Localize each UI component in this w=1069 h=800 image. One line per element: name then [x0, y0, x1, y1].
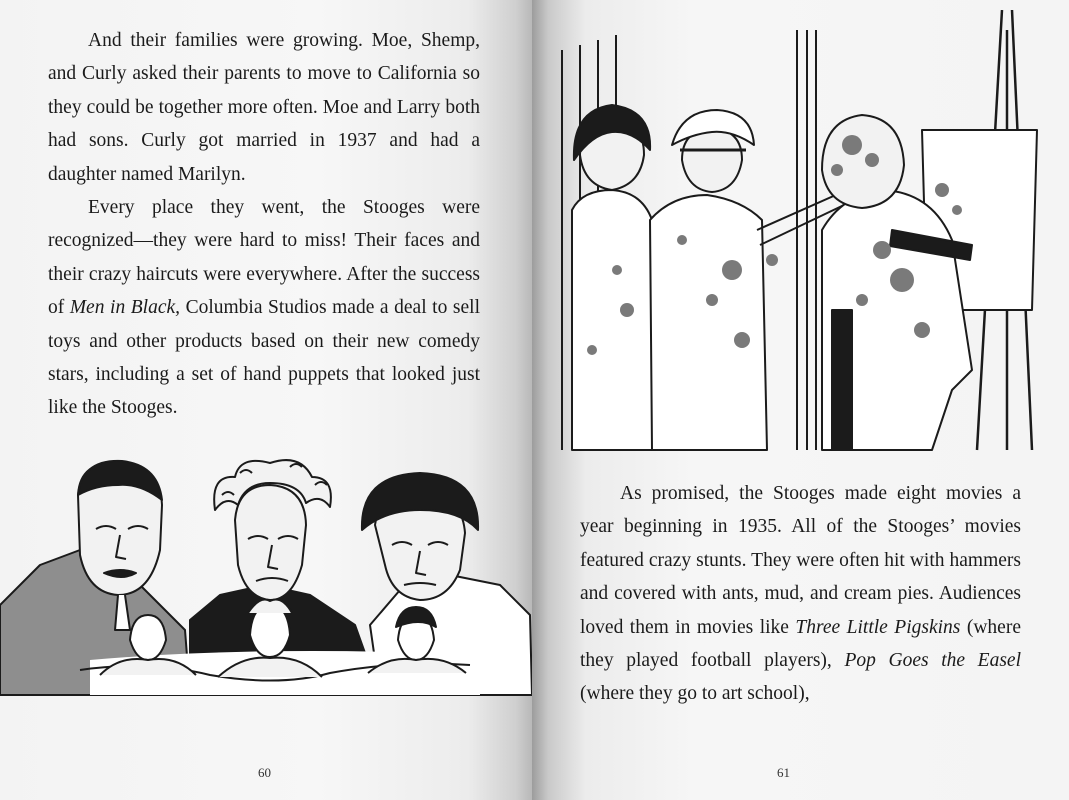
paragraph-text: As promised, the Stooges made eight movies a year beginning in 1935. All of the Stooges’ movies featured crazy stunts. They were often hit with hammers and covered with ants, mud, and cream pies. Audiences loved them in movies like: [580, 483, 1021, 638]
stooges-puppets-illustration: [0, 455, 532, 705]
page-number-left: 60: [258, 765, 271, 780]
paragraph-recognized: [48, 191, 480, 425]
stooges-painters-illustration: [532, 10, 1069, 460]
right-page: [532, 0, 1069, 800]
paragraph-text: (where they go to art school),: [580, 683, 810, 705]
movie-title-men-in-black: Men in Black,: [69, 297, 181, 319]
paragraph-movies: [580, 477, 1021, 711]
right-page-text: [580, 477, 1021, 711]
paragraph-families: [48, 24, 480, 191]
left-page: [0, 0, 532, 800]
paragraph-text: Every place they went, the Stooges were recognized—they were hard to miss! Their faces and their crazy haircuts were everywhere. After the success of: [48, 197, 480, 319]
paragraph-text: And their families were growing. Moe, Shemp, and Curly asked their parents to move to California so they could be together more often. Moe and Larry both had sons. Curly got married in 1937 and had a daughter named Marilyn.: [48, 30, 480, 185]
movie-title-pop-goes-the-easel: Pop Goes the Easel: [844, 650, 1021, 672]
paragraph-text: (where they played football players),: [580, 616, 1021, 672]
movie-title-three-little-pigskins: Three Little Pigskins: [795, 616, 961, 638]
paragraph-text: Columbia Studios made a deal to sell toys and other products based on their new comedy stars, including a set of hand puppets that looked just like the Stooges.: [48, 297, 480, 419]
page-number-right: 61: [777, 765, 790, 780]
left-page-text: [48, 24, 480, 425]
